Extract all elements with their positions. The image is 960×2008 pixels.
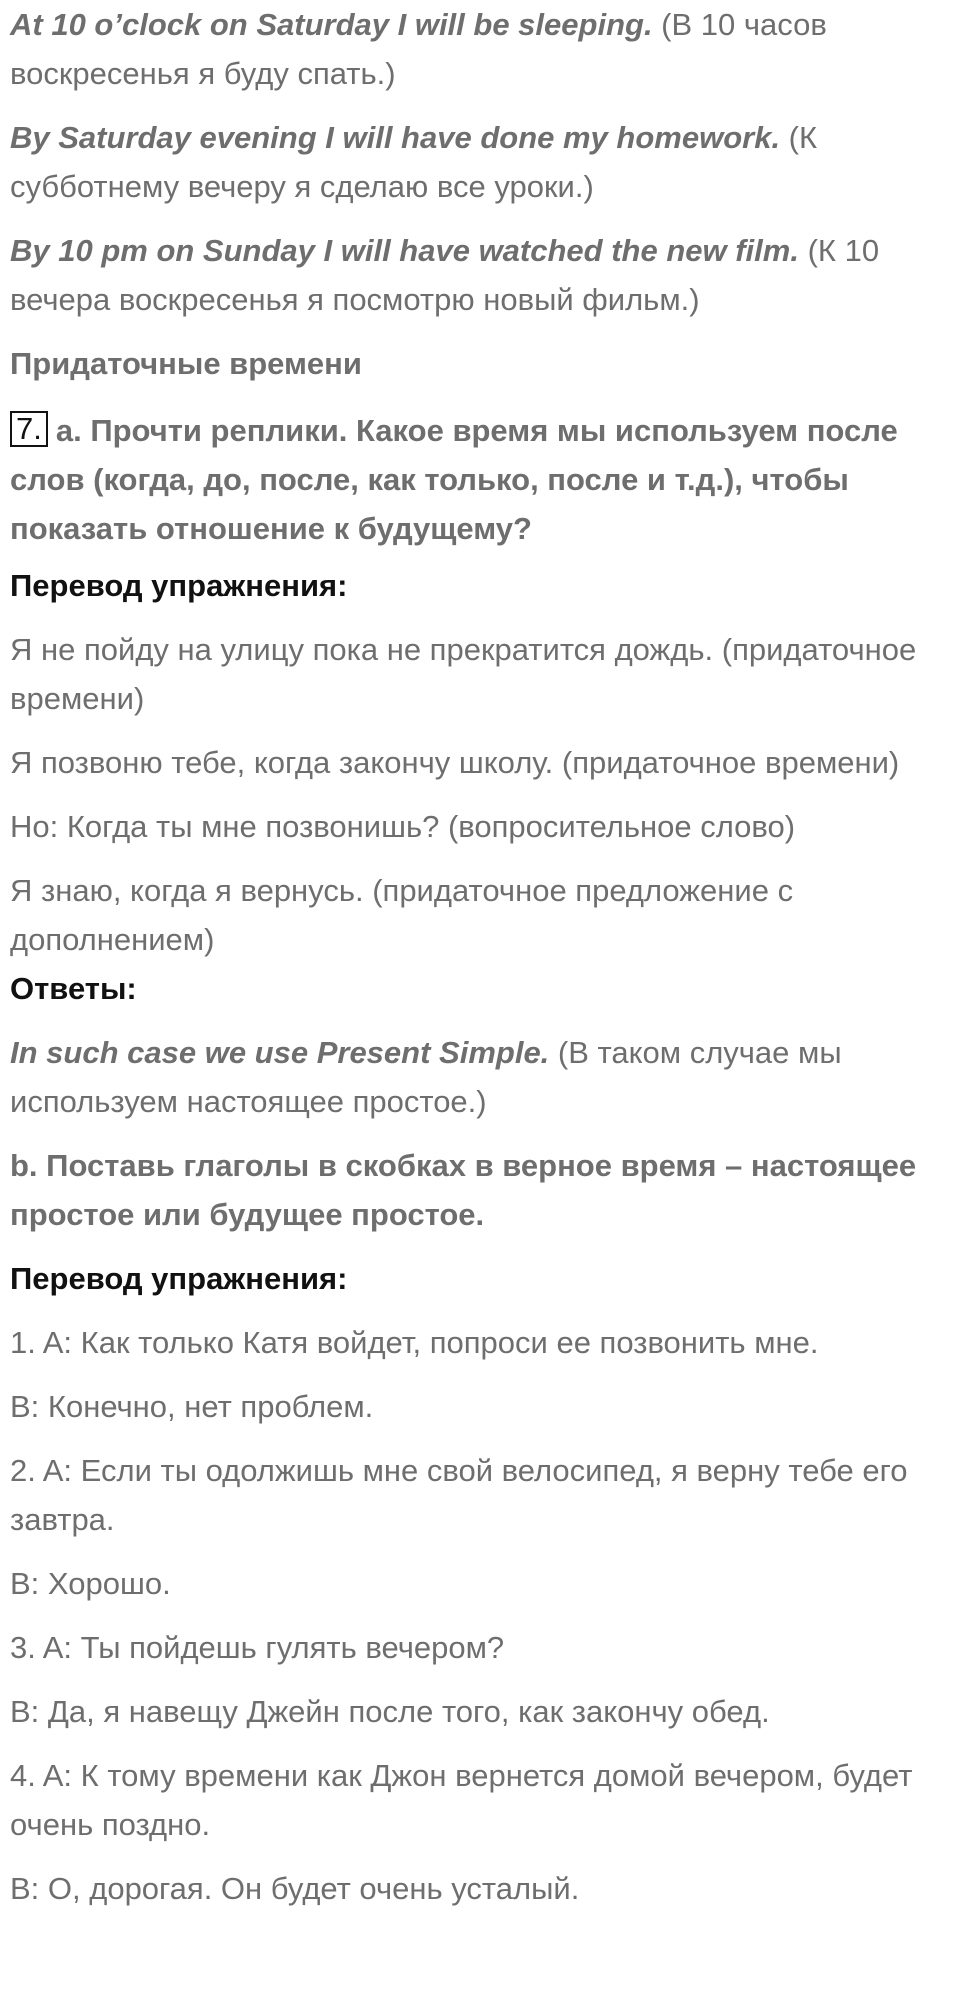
translation-heading-a: Перевод упражнения: bbox=[10, 568, 348, 603]
task-7-part-a-text: a. Прочти реплики. Какое время мы используем после слов (когда, до, после, как только, после и т.д.), чтобы показать отношение к будущему? bbox=[10, 413, 898, 546]
dialogue-line-1: 1. A: Как только Катя войдет, попроси ее позвонить мне. bbox=[10, 1325, 819, 1360]
dialogue-line-6: B: Да, я навещу Джейн после того, как закончу обед. bbox=[10, 1694, 770, 1729]
translation-a-line-2: Я позвоню тебе, когда закончу школу. (придаточное времени) bbox=[10, 745, 900, 780]
section-title: Придаточные времени bbox=[10, 346, 362, 381]
translation-heading-b: Перевод упражнения: bbox=[10, 1261, 348, 1296]
example-2-russian: (К субботнему вечеру я сделаю все уроки.) bbox=[10, 120, 818, 204]
answer-english: In such case we use Present Simple. bbox=[10, 1035, 550, 1070]
example-1-russian: (В 10 часов воскресенья я буду спать.) bbox=[10, 7, 827, 91]
task-7-part-b: b. Поставь глаголы в скобках в верное время – настоящее простое или будущее простое. bbox=[10, 1148, 917, 1232]
translation-a-line-1: Я не пойду на улицу пока не прекратится дождь. (придаточное времени) bbox=[10, 632, 917, 716]
answers-heading: Ответы: bbox=[10, 971, 137, 1006]
document-page bbox=[10, 0, 950, 1913]
example-1 bbox=[10, 0, 950, 98]
example-3-english: By 10 pm on Sunday I will have watched the new film. bbox=[10, 233, 799, 268]
answer bbox=[10, 1028, 950, 1126]
example-2-english: By Saturday evening I will have done my homework. bbox=[10, 120, 781, 155]
task-number-box: 7. bbox=[10, 411, 48, 447]
dialogue-line-8: B: О, дорогая. Он будет очень усталый. bbox=[10, 1871, 580, 1906]
dialogue-line-5: 3. A: Ты пойдешь гулять вечером? bbox=[10, 1630, 505, 1665]
translation-a-line-4: Я знаю, когда я вернусь. (придаточное предложение с дополнением) bbox=[10, 873, 794, 957]
answer-russian: (В таком случае мы используем настоящее простое.) bbox=[10, 1035, 842, 1119]
task-7-part-a bbox=[10, 406, 950, 553]
example-1-english: At 10 o’clock on Saturday I will be sleeping. bbox=[10, 7, 653, 42]
dialogue-line-4: B: Хорошо. bbox=[10, 1566, 171, 1601]
dialogue-line-2: B: Конечно, нет проблем. bbox=[10, 1389, 374, 1424]
example-3-russian: (К 10 вечера воскресенья я посмотрю новый фильм.) bbox=[10, 233, 880, 317]
example-3 bbox=[10, 226, 950, 324]
translation-a-line-3: Но: Когда ты мне позвонишь? (вопросительное слово) bbox=[10, 809, 796, 844]
example-2 bbox=[10, 113, 950, 211]
dialogue-line-7: 4. A: К тому времени как Джон вернется домой вечером, будет очень поздно. bbox=[10, 1758, 913, 1842]
dialogue-line-3: 2. A: Если ты одолжишь мне свой велосипед, я верну тебе его завтра. bbox=[10, 1453, 908, 1537]
